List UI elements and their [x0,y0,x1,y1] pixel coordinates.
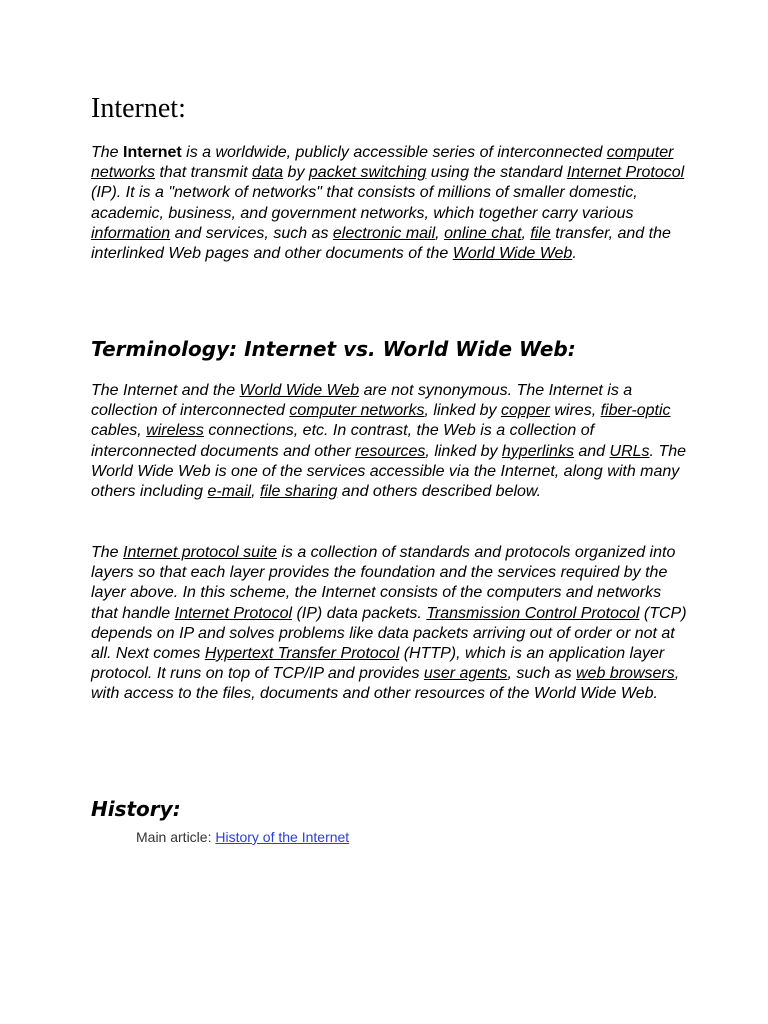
text-run: , linked by [425,442,502,460]
text-run: The [91,144,124,161]
terminology-paragraph-1 [91,381,691,502]
text-run: by [283,164,309,182]
text-run: . [572,245,577,263]
inline-link[interactable]: wireless [146,422,204,440]
text-run: . The World Wide Web is one of the services accessible via the Internet, along with many others including [91,442,687,501]
inline-link[interactable]: Internet protocol suite [123,544,277,561]
inline-link[interactable]: Transmission Control Protocol [426,604,640,622]
terminology-heading: Terminology: Internet vs. World Wide Web: [91,337,576,361]
intro-paragraph [91,143,691,264]
text-run: transfer, and the interlinked Web pages and other documents of the [91,224,671,263]
inline-link[interactable]: file [530,224,551,242]
inline-link[interactable]: data [251,164,284,182]
inline-link[interactable]: fiber-optic [600,402,671,420]
text-run: is a worldwide, publicly accessible series of interconnected [181,144,607,161]
text-run: and others described below. [337,483,542,501]
inline-link[interactable]: e-mail [207,483,252,501]
text-run: The Internet and the [91,382,240,399]
inline-link[interactable]: file sharing [259,483,338,501]
inline-link[interactable]: World Wide Web [452,245,573,263]
page-title: Internet: [91,93,186,124]
inline-link[interactable]: packet switching [308,164,427,182]
text-run: , [251,483,260,501]
text-run: cables, [91,422,147,440]
text-run: , linked by [424,402,501,420]
inline-link[interactable]: online chat [444,224,522,242]
text-run: The [91,544,124,561]
inline-link[interactable]: Internet Protocol [174,604,293,622]
text-run: (HTTP), which is an application layer protocol. It runs on top of TCP/IP and provides [91,645,665,683]
main-article-note [136,828,349,846]
text-run: connections, etc. In contrast, the Web is a collection of interconnected documents and other [91,422,595,460]
text-run: wires, [549,402,601,420]
text-run: that transmit [155,164,252,182]
text-run: (IP). It is a "network of networks" that consists of millions of smaller domestic, academic, business, and government networks, which together carry various [91,184,638,222]
inline-link[interactable]: information [91,224,171,242]
text-run: are not synonymous. The Internet is a collection of interconnected [91,382,633,420]
inline-link[interactable]: copper [501,402,550,420]
inline-link[interactable]: computer networks [91,144,674,182]
text-run: (IP) data packets. [292,604,427,622]
text-run: , such as [507,665,577,683]
text-run: (TCP) depends on IP and solves problems like data packets arriving out of order or not at all. Next comes [91,604,687,663]
text-run: , [521,224,531,242]
bold-text: Internet [123,144,182,161]
text-run: and services, such as [170,224,333,242]
inline-link[interactable]: electronic mail [332,224,436,242]
inline-link[interactable]: resources [355,442,426,460]
inline-link[interactable]: hyperlinks [501,442,574,460]
inline-link[interactable]: computer networks [289,402,425,420]
history-heading: History: [91,797,181,821]
text-run: and [573,442,610,460]
inline-link[interactable]: user agents [423,665,508,683]
inline-link[interactable]: Internet Protocol [566,164,685,182]
text-run: using the standard [426,164,567,182]
main-article-label: Main article: [136,829,216,845]
history-of-internet-link[interactable]: History of the Internet [215,829,350,845]
inline-link[interactable]: URLs [609,442,650,460]
inline-link[interactable]: web browsers [576,665,675,683]
text-run: is a collection of standards and protocols organized into layers so that each layer provides the foundation and the services required by the layer above. In this scheme, the Internet consists of the computers and networks that handle [91,544,676,622]
inline-link[interactable]: World Wide Web [239,382,360,399]
text-run: , [435,224,445,242]
text-run: , with access to the files, documents and other resources of the World Wide Web. [91,665,680,703]
inline-link[interactable]: Hypertext Transfer Protocol [204,645,400,663]
terminology-paragraph-2 [91,543,691,705]
